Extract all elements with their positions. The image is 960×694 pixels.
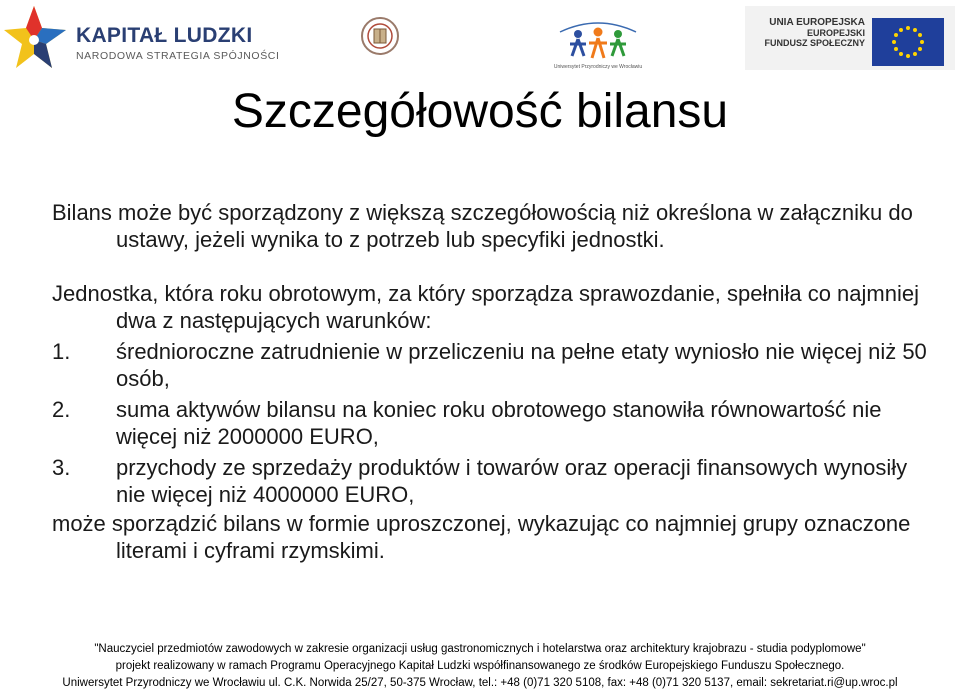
paragraph-detail: Bilans może być sporządzony z większą szczegółowością niż określona w załączniku do ustawy, jeżeli wynika to z potrzeb lub specyfiki jednostki. [52,200,913,252]
people-figures-icon [548,12,648,64]
list-item-text: średnioroczne zatrudnienie w przeliczeniu na pełne etaty wyniosło nie więcej niż 50 osób, [116,339,927,391]
list-item [52,455,932,508]
eu-flag-icon [872,18,944,66]
list-item [52,397,932,450]
kapital-ludzki-title: KAPITAŁ LUDZKI [76,24,253,47]
university-seal-icon [360,14,400,62]
list-item-text: suma aktywów bilansu na koniec roku obrotowego stanowiła równowartość nie więcej niż 2000000 EURO, [116,397,882,449]
university-logo [548,12,648,72]
eu-line-1: UNIA EUROPEJSKA [769,17,865,28]
list-number: 2. [52,397,71,422]
logo-header [0,0,960,78]
eu-text [759,17,865,48]
list-number: 3. [52,455,71,480]
eu-logo [745,6,955,70]
list-item-text: przychody ze sprzedaży produktów i towarów oraz operacji finansowych wynosiły nie więcej niż 4000000 EURO, [116,455,908,507]
list-item [52,339,932,392]
slide-body [52,200,932,564]
eu-line-3: FUNDUSZ SPOŁECZNY [764,38,865,48]
footer-line-3: Uniwersytet Przyrodniczy we Wrocławiu ul. C.K. Norwida 25/27, 50-375 Wrocław, tel.: +48 (0)71 320 5108, fax: +48 (0)71 320 5137, email: sekretariat.ri@up.wroc.pl [62,677,898,689]
footer-line-1: "Nauczyciel przedmiotów zawodowych w zakresie organizacji usług gastronomicznych i hotelarstwa oraz architektury krajobrazu - studia podyplomowe" [94,643,866,655]
project-footer [0,641,960,692]
slide-title: Szczegółowość bilansu [231,85,729,138]
university-caption: Uniwersytet Przyrodniczy we Wrocławiu [553,64,643,70]
list-number: 1. [52,339,71,364]
paragraph-conclusion: może sporządzić bilans w formie uproszczonej, wykazując co najmniej grupy oznaczone literami i cyframi rzymskimi. [52,511,911,563]
spacer [52,253,932,281]
kapital-ludzki-logo [4,4,280,74]
footer-line-2: projekt realizowany w ramach Programu Operacyjnego Kapitał Ludzki współfinansowanego ze środków Europejskiego Funduszu Społecznego. [115,660,845,672]
kapital-ludzki-star-icon [4,4,68,74]
paragraph-conditions: Jednostka, która roku obrotowym, za który sporządza sprawozdanie, spełniła co najmniej dwa z następujących warunków: [52,281,919,333]
kapital-ludzki-subtitle: NARODOWA STRATEGIA SPÓJNOŚCI [76,50,280,62]
eu-line-2: EUROPEJSKI [806,28,865,38]
